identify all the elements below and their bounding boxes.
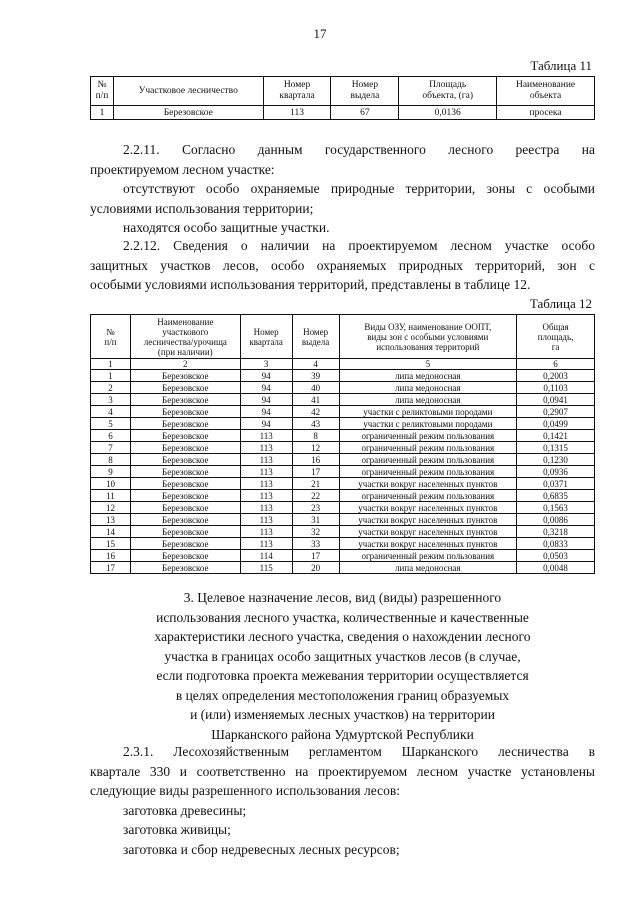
- table-row: [91, 454, 595, 466]
- table-cell: 113: [240, 538, 292, 550]
- table-cell: 0,0941: [517, 394, 595, 406]
- table-cell: 0,1563: [517, 502, 595, 514]
- table-cell: 114: [240, 550, 292, 562]
- table-cell: липа медоносная: [339, 382, 517, 394]
- table-cell: 10: [91, 478, 131, 490]
- table-row: [91, 490, 595, 502]
- table-cell: 0,0503: [517, 550, 595, 562]
- paragraph-2-2-12: [90, 236, 595, 295]
- table-cell: 113: [240, 502, 292, 514]
- table-cell: 113: [263, 106, 331, 120]
- table-cell: Березовское: [130, 478, 240, 490]
- table-cell: 39: [292, 370, 339, 382]
- list-item: заготовка живицы;: [123, 822, 231, 837]
- heading-line: характеристики лесного участка, сведения о нахождении лесного: [154, 629, 531, 644]
- table-row: [91, 370, 595, 382]
- table-row: [91, 418, 595, 430]
- table-cell: 113: [240, 466, 292, 478]
- table-cell: Березовское: [130, 418, 240, 430]
- table-row: [91, 442, 595, 454]
- table-cell: Березовское: [130, 502, 240, 514]
- table-row: [91, 550, 595, 562]
- text-line: защитных участков лесов, особо охраняемых природных территорий, зон с: [90, 257, 595, 273]
- table-cell: 115: [240, 562, 292, 574]
- table-cell: 94: [240, 406, 292, 418]
- heading-line: Шарканского района Удмуртской Республики: [211, 726, 474, 742]
- table-cell: участки с реликтовыми породами: [339, 406, 517, 418]
- table-cell: 0,1230: [517, 454, 595, 466]
- table-cell: липа медоносная: [339, 394, 517, 406]
- table-12: [90, 314, 595, 574]
- table-cell: 21: [292, 478, 339, 490]
- table-cell: ограниченный режим пользования: [339, 430, 517, 442]
- table-cell: участки вокруг населенных пунктов: [339, 514, 517, 526]
- table-cell: 22: [292, 490, 339, 502]
- section-3-heading: [90, 588, 595, 744]
- heading-line: и (или) изменяемых лесных участков) на территории: [190, 707, 495, 722]
- heading-line: если подготовка проекта межевания территории осуществляется: [156, 668, 529, 683]
- column-number: 3: [240, 359, 292, 370]
- table-cell: Березовское: [130, 538, 240, 550]
- table-cell: 113: [240, 490, 292, 502]
- table-cell: 2: [91, 382, 131, 394]
- text-line: особыми условиями использования территорий, представлены в таблице 12.: [90, 277, 531, 292]
- column-header: Участковое лесничество: [113, 77, 263, 106]
- table-cell: Березовское: [130, 382, 240, 394]
- table-cell: 0,6835: [517, 490, 595, 502]
- table-cell: 113: [240, 526, 292, 538]
- table-cell: 0,3218: [517, 526, 595, 538]
- table-cell: 0,0833: [517, 538, 595, 550]
- heading-line: 3. Целевое назначение лесов, вид (виды) разрешенного: [183, 590, 502, 605]
- table-row: [91, 406, 595, 418]
- table-cell: 0,2907: [517, 406, 595, 418]
- table-cell: 0,0936: [517, 466, 595, 478]
- table-12-caption: Таблица 12: [529, 296, 592, 311]
- text-line: 2.2.11. Согласно данным государственного лесного реестра на: [123, 142, 595, 157]
- table-cell: 12: [91, 502, 131, 514]
- table-cell: 3: [91, 394, 131, 406]
- table-cell: 94: [240, 418, 292, 430]
- table-cell: 23: [292, 502, 339, 514]
- table-cell: 5: [91, 418, 131, 430]
- table-cell: 8: [292, 430, 339, 442]
- table-cell: Березовское: [130, 526, 240, 538]
- heading-line: использования лесного участка, количественные и качественные: [156, 609, 529, 625]
- table-cell: 33: [292, 538, 339, 550]
- table-row: [91, 514, 595, 526]
- table-cell: 0,0499: [517, 418, 595, 430]
- table-row: [91, 466, 595, 478]
- column-header: Номер квартала: [240, 315, 292, 359]
- table-12-header-row: [91, 315, 595, 359]
- table-cell: Березовское: [130, 406, 240, 418]
- table-cell: 17: [292, 550, 339, 562]
- table-cell: 15: [91, 538, 131, 550]
- text-line: условиями использования территории;: [90, 200, 314, 216]
- text-line: следующие виды разрешенного использования лесов:: [90, 783, 400, 798]
- table-cell: 16: [91, 550, 131, 562]
- table-cell: участки вокруг населенных пунктов: [339, 478, 517, 490]
- table-cell: 94: [240, 394, 292, 406]
- column-header: Наименование участкового лесничества/урочища (при наличии): [130, 315, 240, 359]
- text-line: находятся особо защитные участки.: [123, 220, 330, 235]
- column-number: 2: [130, 359, 240, 370]
- table-cell: 113: [240, 442, 292, 454]
- table-cell: Березовское: [130, 562, 240, 574]
- table-cell: 17: [91, 562, 131, 574]
- heading-line: в целях определения местоположения границ образуемых: [175, 687, 510, 703]
- table-row: [91, 106, 595, 120]
- column-header: Номер квартала: [263, 77, 331, 106]
- table-cell: Березовское: [130, 514, 240, 526]
- table-row: [91, 526, 595, 538]
- table-cell: Березовское: [130, 370, 240, 382]
- column-number: 5: [339, 359, 517, 370]
- table-cell: участки вокруг населенных пунктов: [339, 502, 517, 514]
- table-11: [90, 76, 595, 120]
- table-cell: 0,1421: [517, 430, 595, 442]
- table-cell: 16: [292, 454, 339, 466]
- column-header: Наименование объекта: [497, 77, 595, 106]
- table-11-header-row: [91, 77, 595, 106]
- list-item: заготовка древесины;: [123, 802, 247, 818]
- table-cell: липа медоносная: [339, 370, 517, 382]
- table-row: [91, 382, 595, 394]
- column-header: Площадь объекта, (га): [399, 77, 497, 106]
- table-row: [91, 478, 595, 490]
- table-cell: 11: [91, 490, 131, 502]
- page-number: 17: [313, 26, 327, 41]
- text-line: проектируемом лесном участке:: [90, 161, 275, 177]
- table-row: [91, 430, 595, 442]
- table-cell: 13: [91, 514, 131, 526]
- table-cell: Березовское: [130, 430, 240, 442]
- list-item: заготовка и сбор недревесных лесных ресурсов;: [123, 841, 400, 857]
- table-cell: 94: [240, 370, 292, 382]
- heading-line: участка в границах особо защитных участков лесов (в случае,: [164, 648, 521, 664]
- table-cell: 1: [91, 370, 131, 382]
- table-cell: 67: [331, 106, 399, 120]
- table-cell: Березовское: [130, 490, 240, 502]
- column-header: Номер выдела: [331, 77, 399, 106]
- table-cell: Березовское: [130, 454, 240, 466]
- table-cell: просека: [497, 106, 595, 120]
- table-cell: Березовское: [130, 394, 240, 406]
- table-row: [91, 538, 595, 550]
- table-cell: ограниченный режим пользования: [339, 490, 517, 502]
- column-header: № п/п: [91, 315, 131, 359]
- table-cell: 113: [240, 514, 292, 526]
- table-cell: 0,1103: [517, 382, 595, 394]
- table-cell: 113: [240, 478, 292, 490]
- column-header: Общая площадь, га: [517, 315, 595, 359]
- table-cell: 20: [292, 562, 339, 574]
- column-header: Виды ОЗУ, наименование ООПТ, виды зон с особыми условиями использования территорий: [339, 315, 517, 359]
- table-12-number-row: [91, 359, 595, 370]
- table-cell: 31: [292, 514, 339, 526]
- table-cell: 17: [292, 466, 339, 478]
- table-cell: 0,0086: [517, 514, 595, 526]
- table-cell: 94: [240, 382, 292, 394]
- table-cell: 113: [240, 430, 292, 442]
- table-11-caption: Таблица 11: [530, 58, 592, 73]
- table-cell: 42: [292, 406, 339, 418]
- table-cell: 14: [91, 526, 131, 538]
- table-row: [91, 502, 595, 514]
- column-number: 1: [91, 359, 131, 370]
- table-cell: Березовское: [130, 550, 240, 562]
- table-cell: ограниченный режим пользования: [339, 550, 517, 562]
- table-cell: 32: [292, 526, 339, 538]
- table-cell: 1: [91, 106, 114, 120]
- text-line: отсутствуют особо охраняемые природные территории, зоны с особыми: [123, 181, 595, 196]
- text-line: 2.3.1. Лесохозяйственным регламентом Шарканского лесничества в: [123, 744, 595, 759]
- table-12-body: [91, 370, 595, 574]
- column-header: № п/п: [91, 77, 114, 106]
- table-cell: 8: [91, 454, 131, 466]
- paragraph-2-3-1: [90, 742, 595, 859]
- table-cell: 0,1315: [517, 442, 595, 454]
- table-cell: ограниченный режим пользования: [339, 466, 517, 478]
- table-cell: 6: [91, 430, 131, 442]
- text-line: квартале 330 и соответственно на проектируемом лесном участке установлены: [90, 763, 595, 779]
- table-row: [91, 562, 595, 574]
- column-header: Номер выдела: [292, 315, 339, 359]
- table-cell: участки вокруг населенных пунктов: [339, 538, 517, 550]
- table-cell: 0,0371: [517, 478, 595, 490]
- column-number: 6: [517, 359, 595, 370]
- table-cell: 9: [91, 466, 131, 478]
- table-cell: 43: [292, 418, 339, 430]
- table-cell: 41: [292, 394, 339, 406]
- table-cell: участки вокруг населенных пунктов: [339, 526, 517, 538]
- column-number: 4: [292, 359, 339, 370]
- table-11-body: [91, 106, 595, 120]
- table-cell: ограниченный режим пользования: [339, 442, 517, 454]
- table-cell: липа медоносная: [339, 562, 517, 574]
- table-cell: 12: [292, 442, 339, 454]
- table-cell: ограниченный режим пользования: [339, 454, 517, 466]
- table-row: [91, 394, 595, 406]
- table-cell: 0,0048: [517, 562, 595, 574]
- paragraph-2-2-11: [90, 140, 595, 238]
- text-line: 2.2.12. Сведения о наличии на проектируемом лесном участке особо: [123, 238, 595, 253]
- table-cell: Березовское: [113, 106, 263, 120]
- table-cell: 0,2003: [517, 370, 595, 382]
- table-cell: участки с реликтовыми породами: [339, 418, 517, 430]
- table-cell: 40: [292, 382, 339, 394]
- table-cell: Березовское: [130, 442, 240, 454]
- table-cell: 4: [91, 406, 131, 418]
- table-cell: Березовское: [130, 466, 240, 478]
- table-cell: 0,0136: [399, 106, 497, 120]
- table-cell: 7: [91, 442, 131, 454]
- table-cell: 113: [240, 454, 292, 466]
